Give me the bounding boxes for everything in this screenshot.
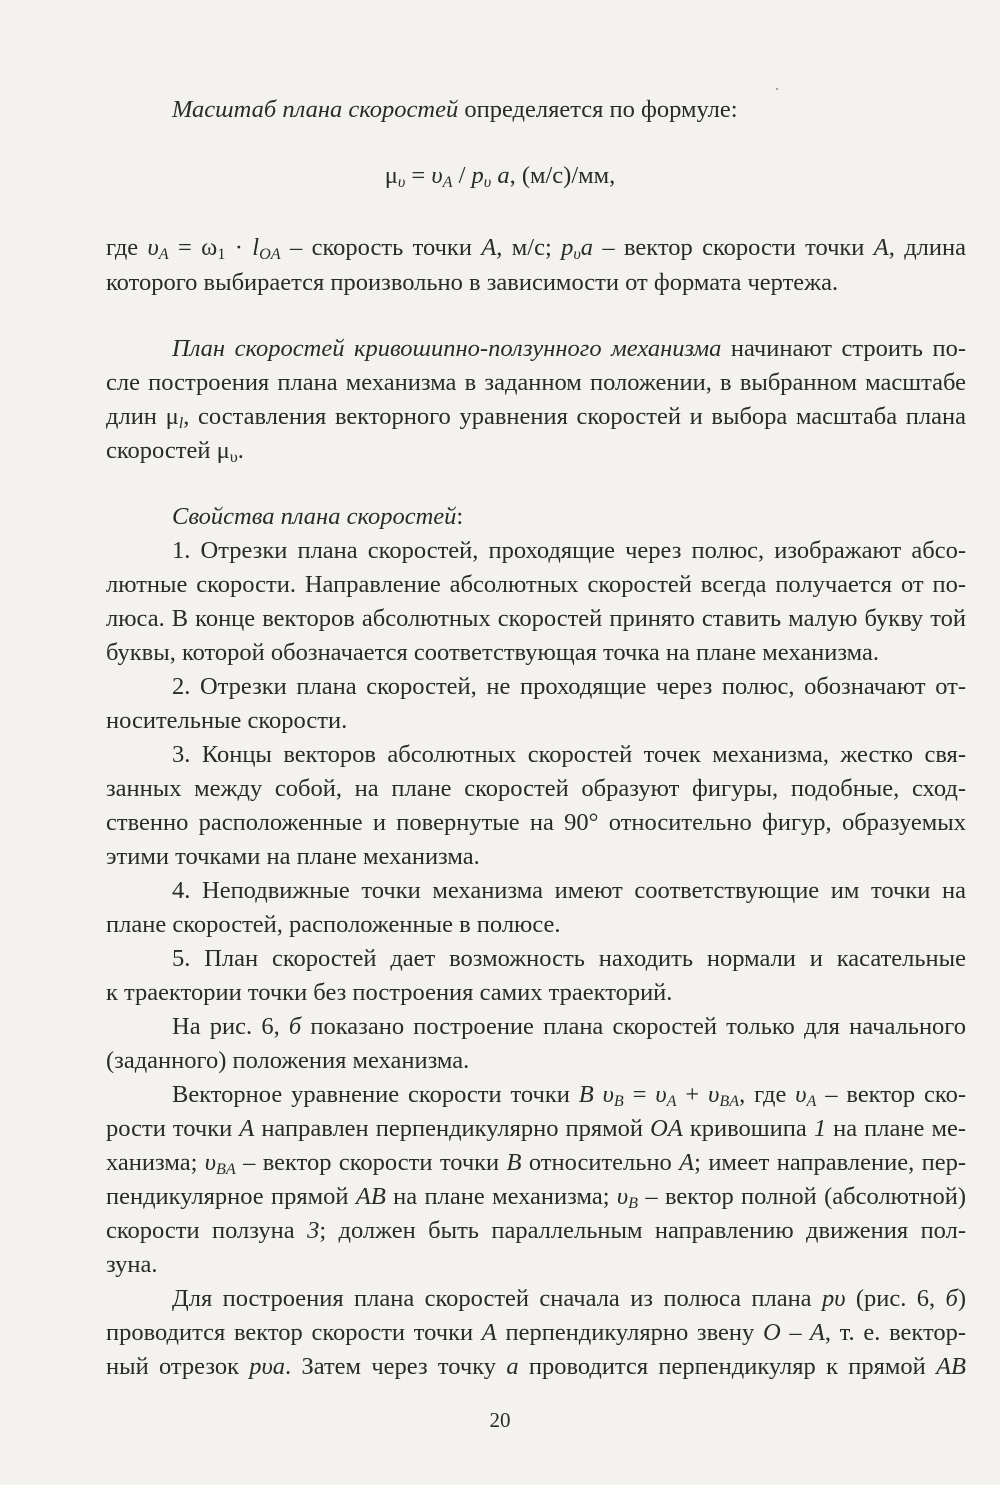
property-3-line-1: 3. Концы векторов абсолютных скоростей точек механизма, жестко свя- — [172, 741, 966, 768]
plan-intro-line-2: сле построения плана механизма в заданном положении, в выбранном масштабе — [106, 369, 966, 396]
property-1-line-4: буквы, которой обозначается соответствующая точка на плане механизма. — [106, 639, 880, 666]
plan-intro-line-1: План скоростей кривошипно-ползунного механизма начинают строить по- — [172, 335, 966, 362]
property-4-line-1: 4. Неподвижные точки механизма имеют соответствующие им точки на — [172, 877, 966, 904]
property-4-line-2: плане скоростей, расположенные в полюсе. — [106, 911, 561, 938]
vector-eq-line-1: Векторное уравнение скорости точки B υB = υA + υBA, где υA – вектор ско- — [172, 1081, 966, 1111]
scale-definition-line: Масштаб плана скоростей определяется по формуле: — [172, 96, 738, 123]
figure-ref-line-1: На рис. 6, б показано построение плана скоростей только для начального — [172, 1013, 966, 1040]
vector-eq-line-2: рости точки A направлен перпендикулярно прямой OA кривошипа 1 на плане ме- — [106, 1115, 966, 1142]
construction-line-2: проводится вектор скорости точки A перпендикулярно звену O – A, т. е. вектор- — [106, 1319, 966, 1346]
property-2-line-1: 2. Отрезки плана скоростей, не проходящие через полюс, обозначают от- — [172, 673, 966, 700]
property-5-line-1: 5. План скоростей дает возможность находить нормали и касательные — [172, 945, 966, 972]
plan-intro-line-4: скоростей μυ. — [106, 437, 244, 467]
property-1-line-1: 1. Отрезки плана скоростей, проходящие через полюс, изображают абсо- — [172, 537, 966, 564]
property-5-line-2: к траектории точки без построения самих траекторий. — [106, 979, 673, 1006]
figure-ref-line-2: (заданного) положения механизма. — [106, 1047, 470, 1074]
vector-eq-line-6: зуна. — [106, 1251, 158, 1278]
where-line-2: которого выбирается произвольно в зависимости от формата чертежа. — [106, 269, 839, 296]
vector-eq-line-4: пендикулярное прямой AB на плане механизма; υB – вектор полной (абсолютной) — [106, 1183, 966, 1213]
property-1-line-2: лютные скорости. Направление абсолютных скоростей всегда получается от по- — [106, 571, 966, 598]
construction-line-1: Для построения плана скоростей сначала из полюса плана pυ (рис. 6, б) — [172, 1285, 966, 1312]
page-number: 20 — [489, 1408, 511, 1432]
property-3-line-4: этими точками на плане механизма. — [106, 843, 480, 870]
vector-eq-line-3: ханизма; υBA – вектор скорости точки B относительно A; имеет направление, пер- — [106, 1149, 966, 1179]
plan-intro-line-3: длин μl, составления векторного уравнения скоростей и выбора масштаба плана — [106, 403, 966, 433]
property-1-line-3: люса. В конце векторов абсолютных скоростей принято ставить малую букву той — [106, 605, 966, 632]
vector-eq-line-5: скорости ползуна 3; должен быть параллельным направлению движения пол- — [106, 1217, 966, 1244]
property-2-line-2: носительные скорости. — [106, 707, 348, 734]
scale-formula: μυ = υA / pυ a, (м/с)/мм, — [384, 162, 616, 192]
property-3-line-2: занных между собой, на плане скоростей образуют фигуры, подобные, сход- — [106, 775, 966, 802]
property-3-line-3: ственно расположенные и повернутые на 90° относительно фигур, образуемых — [106, 809, 966, 836]
where-line-1: где υA = ω1 · lOA – скорость точки A, м/с; pυa – вектор скорости точки A, длина — [106, 234, 967, 264]
properties-heading: Свойства плана скоростей: — [172, 503, 464, 530]
construction-line-3: ный отрезок pυa. Затем через точку a проводится перпендикуляр к прямой AB — [106, 1353, 966, 1380]
scan-speck — [776, 88, 778, 90]
